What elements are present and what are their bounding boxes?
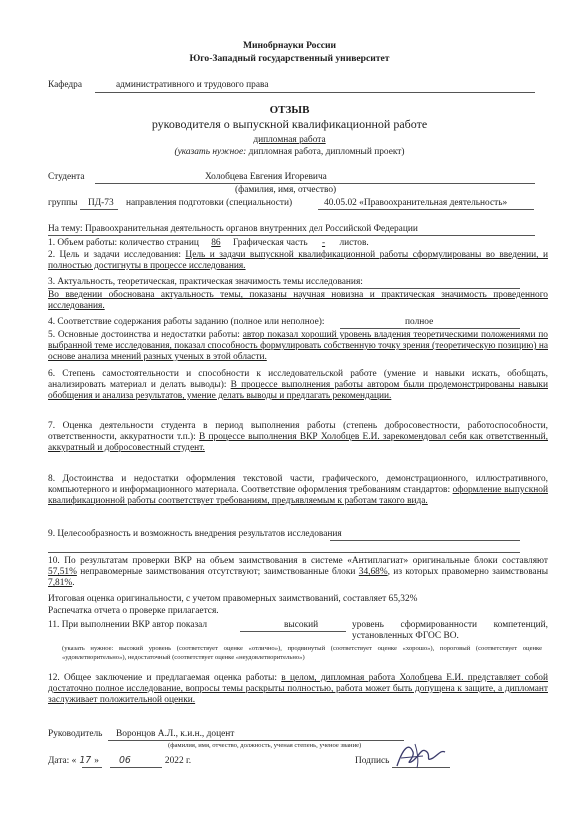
date-line: Дата: « 17 » 06 2022 г.: [48, 755, 192, 766]
group-underline: [80, 209, 118, 210]
document-subtitle: руководителя о выпускной квалификационной работе: [151, 117, 428, 131]
work-type-hint: (указать нужное: дипломная работа, дипломный проект): [174, 147, 405, 157]
item-9-underline-2: [48, 552, 520, 553]
date-day: 17: [79, 755, 92, 766]
item-10-plagiarism: 10. По результатам проверки ВКР на объем заимствования в системе «Антиплагиат» оригинальные блоки составляют 57,51% неправомерные заимствования отсутствуют; заимствованные блоки 34,68%, из которых правомерно заимствованы 7,81%.: [48, 556, 549, 588]
topic-underline: [48, 235, 535, 236]
topic-line: На тему: Правоохранительная деятельность органов внутренних дел Российской Федерации: [48, 224, 418, 234]
item-9-underline: [330, 540, 520, 541]
item-6-independence: 6. Степень самостоятельности и способности к исследовательской работе (умение и навыки искать, обобщать, анализировать материал и делать выводы): В процессе выполнения работы автором были продемонстрированы навыки обобщения и анализа результатов, умение делать выводы и предлагать рекомендации.: [48, 369, 548, 401]
direction-value: 40.05.02 «Правоохранительная деятельность»: [324, 198, 508, 208]
item-1-volume: 1. Объем работы: количество страниц 86 Графическая часть - листов.: [48, 238, 369, 248]
item-4-lead: 4. Соответствие содержания работы заданию (полное или неполное):: [48, 317, 325, 327]
department-underline: [95, 92, 535, 93]
student-underline: [95, 183, 535, 184]
student-name-hint: (фамилия, имя, отчество): [235, 185, 337, 195]
item-11-underline: [240, 631, 346, 632]
group-label: группы: [48, 198, 78, 208]
date-month: 06: [118, 755, 131, 766]
item-4-value: полное: [405, 317, 434, 327]
document-title: ОТЗЫВ: [269, 104, 310, 116]
item-11-rest: уровень сформированности компетенций, установленных ФГОС ВО.: [352, 620, 548, 641]
ministry-header: Минобрнауки России: [242, 40, 337, 51]
supervisor-value: Воронцов А.Л., к.и.н., доцент: [116, 729, 235, 739]
supervisor-label: Руководитель: [48, 729, 103, 739]
student-label: Студента: [48, 172, 85, 182]
department-label: Кафедра: [48, 80, 83, 90]
item-2-goals: 2. Цель и задачи исследования: Цель и задачи выпускной квалификационной работы сформулированы во введении, и полностью достигнуты в процессе исследования.: [48, 250, 549, 271]
item-5-merits: 5. Основные достоинства и недостатки работы: автор показал хороший уровень владения теоретическими положениями по выбранной теме исследования, показал способность формулировать собственную точку зрения (теоретическую позицию) на основе анализа мнений разных ученых в этой области.: [48, 330, 548, 362]
item-11-lead: 11. При выполнении ВКР автор показал: [48, 620, 208, 630]
item-3-text: Во введении обоснована актуальность темы, показаны научная новизна и практическая значимость проведенного исследования.: [48, 290, 548, 311]
university-header: Юго-Западный государственный университет: [189, 53, 390, 64]
item-12-conclusion: 12. Общее заключение и предлагаемая оценка работы: в целом, дипломная работа Холобцева Е.И. представляет собой достаточно полное исследование, вопросы темы раскрыты полностью, работа может быть допущена к защите, а дипломант заслуживает положительной оценки.: [48, 673, 549, 705]
item-11-level: высокий: [284, 620, 319, 630]
signature-mark: [393, 738, 449, 772]
group-value: ПД-73: [88, 198, 114, 208]
supervisor-underline: [108, 740, 404, 741]
item-9-lead: 9. Целесообразность и возможность внедрения результатов исследования: [48, 529, 342, 539]
item-8-formatting: 8. Достоинства и недостатки оформления текстовой части, графического, демонстрационного, иллюстративного, компьютерного и информационного материала. Соответствие оформления требованиям стандартов: оформление выпускной квалификационной работы соответствует требованиям, предъявляемым к работам такого вида.: [48, 474, 548, 506]
direction-underline: [318, 209, 534, 210]
item-3-underline: [48, 288, 520, 289]
date-month-underline: [110, 767, 162, 768]
item-10-final: Итоговая оценка оригинальности, с учетом правомерных заимствований, составляет 65,32%: [48, 594, 418, 604]
item-3-lead: 3. Актуальность, теоретическая, практическая значимость темы исследования:: [48, 277, 363, 287]
supervisor-hint: (фамилия, имя, отчество, должность, ученая степень, ученое звание): [168, 742, 362, 749]
direction-label: направления подготовки (специальности): [126, 198, 293, 208]
item-11-hint: (указать нужное: высокий уровень (соответствует оценке «отлично»), продвинутый (соответствует оценке «хорошо»), пороговый (соответствует оценке «удовлетворительно»), недостаточный (соответствует оценке «неудовлетворительно»): [62, 645, 542, 661]
item-4-underline: [340, 328, 520, 329]
work-type-value: дипломная работа: [253, 135, 326, 145]
signature-label: Подпись: [355, 756, 390, 766]
item-7-assessment: 7. Оценка деятельности студента в период выполнения работы (степень добросовестности, работоспособности, ответственности, аккуратности т.п.): В процессе выполнения ВКР Холобцев Е.И. зарекомендовал себя как ответственный, аккуратный и добросовестный студент.: [48, 421, 549, 453]
student-name: Холобцева Евгения Игоревича: [205, 172, 327, 182]
department-value: административного и трудового права: [116, 80, 269, 90]
item-10-print: Распечатка отчета о проверке прилагается.: [48, 606, 219, 616]
date-day-underline: [82, 767, 102, 768]
